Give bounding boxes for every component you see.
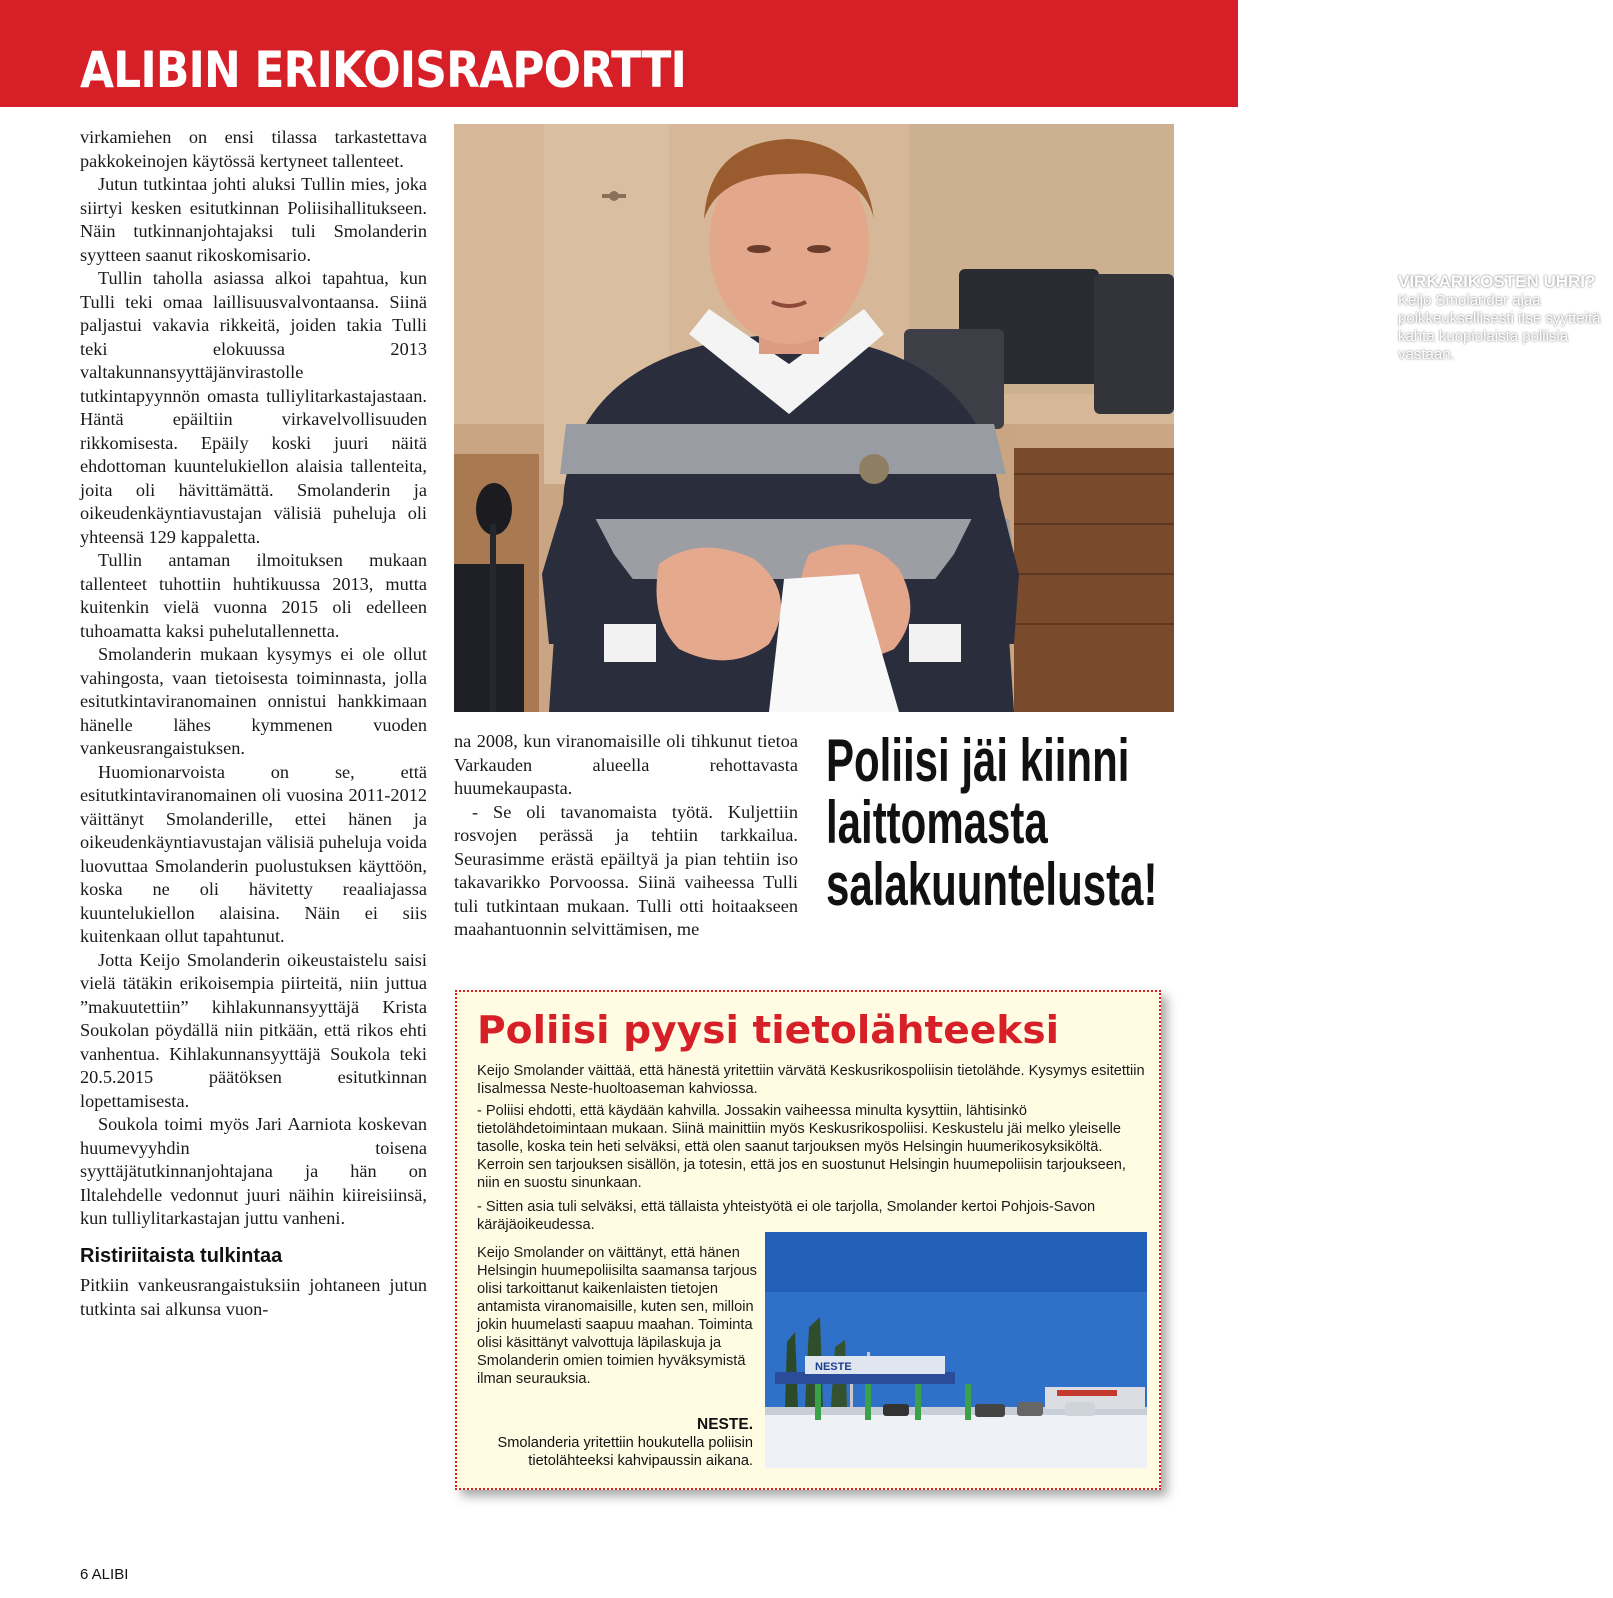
- left-column: [80, 126, 427, 1321]
- left-paragraph: Jotta Keijo Smolanderin oikeustaistelu saisi vielä tätäkin erikoisempia piirteitä, niin juttua ”makuutettiin” kihlakunnansyyttäjä Krista Soukolan pöydällä niin pitkään, että rikos ehti vanhentua. Kihlakunnansyyttäjä Soukola teki 20.5.2015 päätöksen esitutkinnan lopettamisesta.: [80, 949, 427, 1111]
- photo-caption-title: VIRKARIKOSTEN UHRI?: [1398, 272, 1596, 291]
- sidebar-paragraph: Keijo Smolander on väittänyt, että hänen Helsingin huumepoliisilta saamansa tarjous olisi tarkoittanut kaikenlaisten tietojen antamista viranomaisille, kuten sen, milloin jokin huumelasti saapuu maahan. Toiminta olisi käsittänyt valvottuja läpilaskuja ja Smolanderin omien toimien hyväksymistä ilman seurauksia.: [477, 1245, 757, 1387]
- middle-paragraph: - Se oli tavanomaista työtä. Kuljettiin rosvojen perässä ja tehtiin tarkkailua. Seurasimme erästä epäiltyä ja pian tehtiin iso takavarikko Porvoossa. Siinä vaiheessa Tulli tuli tutkintaan mukaan. Tulli otti hoitaakseen maahantuonnin selvittämisen, me: [454, 801, 798, 939]
- middle-paragraph: na 2008, kun viranomaisille oli tihkunut tietoa Varkauden alueella rehottavasta huumekaupasta.: [454, 731, 798, 798]
- headline-line: Poliisi jäi kiinni: [826, 727, 1130, 794]
- left-paragraph: Soukola toimi myös Jari Aarniota koskevan huumevyyhdin toisena syyttäjätutkinnanjohtajana ja hän on Iltalehdelle vedonnut juuri näihin kiireisiinsä, kun tulliylitarkastajan juttu vanheni.: [80, 1114, 427, 1228]
- gas-station-photo: [765, 1232, 1147, 1468]
- article-headline: [826, 727, 1158, 918]
- left-paragraph: Pitkiin vankeusrangaistuksiin johtaneen jutun tutkinta sai alkunsa vuon-: [80, 1275, 427, 1319]
- left-paragraph: Smolanderin mukaan kysymys ei ole ollut vahingosta, vaan tietoisesta toiminnasta, jolla esitutkintaviranomainen onnistui hankkimaan hänelle lähes kymmenen vuoden vankeusrangaistuksen.: [80, 644, 427, 758]
- sidebar-paragraph: - Poliisi ehdotti, että käydään kahvilla. Jossakin vaiheessa minulta kysyttiin, lähtisinkö tietolähdetoimintaan mukaan. Siinä mainittiin myös Keskusrikospoliisi. Keskustelu jäi melko yleiselle tasolle, koska tein heti selväksi, että olen saanut tarjouksen myös Helsingin huumerikosyksiköltä. Kerroin sen tarjouksen sisällön, ja totesin, että jos en suostunut Helsingin huumepoliisin tarjoukseen, niin en suostu sinunkaan.: [477, 1103, 1126, 1191]
- main-photo: [454, 124, 1601, 712]
- section-title: ALIBIN ERIKOISRAPORTTI: [80, 41, 686, 99]
- left-paragraph: Huomionarvoista on se, että esitutkintaviranomainen oli vuosina 2011-2012 väittänyt Smolanderille, ettei hänen ja oikeudenkäyntiavustajan välisiä puheluja voida luovuttaa Smolanderin puolustuksen käyttöön, koska ne oli hävitetty reaaliajassa kuuntelukiellon alaisina. Näin ei siis kuitenkaan ollut tapahtunut.: [80, 761, 427, 946]
- sidebar-photo-caption-text: Smolanderia yritettiin houkutella poliisin tietolähteeksi kahvipaussin aikana.: [497, 1435, 753, 1469]
- left-paragraph: Jutun tutkintaa johti aluksi Tullin mies, joka siirtyi kesken esitutkinnan Poliisihallitukseen. Näin tutkinnanjohtajaksi tuli Smolanderin syytteen saanut rikoskomisario.: [80, 174, 427, 265]
- header-bar: [0, 0, 1238, 107]
- page-footer: 6 ALIBI: [80, 1566, 129, 1583]
- sidebar-box: [455, 990, 1161, 1490]
- sidebar-photo-caption: [497, 1416, 753, 1470]
- subheading: Ristiriitaista tulkintaa: [80, 1244, 283, 1267]
- middle-column: [454, 730, 798, 942]
- gas-station-illustration: [765, 1232, 1147, 1468]
- left-paragraph: Tullin antaman ilmoituksen mukaan tallenteet tuhottiin huhtikuussa 2013, mutta kuitenkin vielä vuonna 2015 oli edelleen tuhoamatta kaksi puhelutallennetta.: [80, 550, 427, 641]
- portrait-illustration: [454, 124, 1174, 712]
- sidebar-photo-caption-title: NESTE.: [697, 1416, 753, 1433]
- sidebar-paragraph: Keijo Smolander väittää, että hänestä yritettiin värvätä Keskusrikospoliisin tietolähde. Kysymys esitettiin Iisalmessa Neste-huoltoaseman kahviossa.: [477, 1063, 1145, 1097]
- photo-caption: [1398, 272, 1613, 364]
- photo-caption-text: Keijo Smolander ajaa poikkeuksellisesti itse syytteitä kahta kuopiolaista poliisia vastaan.: [1398, 292, 1601, 363]
- headline-line: laittomasta: [826, 789, 1048, 856]
- sidebar-paragraph: - Sitten asia tuli selväksi, että tällaista yhteistyötä ei ole tarjolla, Smolander kertoi Pohjois-Savon käräjäoikeudessa.: [477, 1199, 1096, 1233]
- headline-line: salakuuntelusta!: [826, 851, 1158, 918]
- left-paragraph: virkamiehen on ensi tilassa tarkastettava pakkokeinojen käytössä kertyneet tallenteet.: [80, 127, 427, 171]
- station-sign: NESTE: [815, 1361, 852, 1373]
- left-paragraph: Tullin taholla asiassa alkoi tapahtua, kun Tulli teki omaa laillisuusvalvontaansa. Siinä paljastui vakavia rikkeitä, joiden takia Tulli teki elokuussa 2013 valtakunnansyyttäjänvirastolle tutkintapyynnön omasta tulliylitarkastajastaan. Häntä epäiltiin virkavelvollisuuden rikkomisesta. Epäily koski juuri näitä ehdottoman kuuntelukiellon alaisia tallenteita, joita oli hävittämättä. Smolanderin ja oikeudenkäyntiavustajan välisiä puheluja oli yhteensä 129 kappaletta.: [80, 268, 427, 547]
- sidebar-title: Poliisi pyysi tietolähteeksi: [477, 1008, 1060, 1052]
